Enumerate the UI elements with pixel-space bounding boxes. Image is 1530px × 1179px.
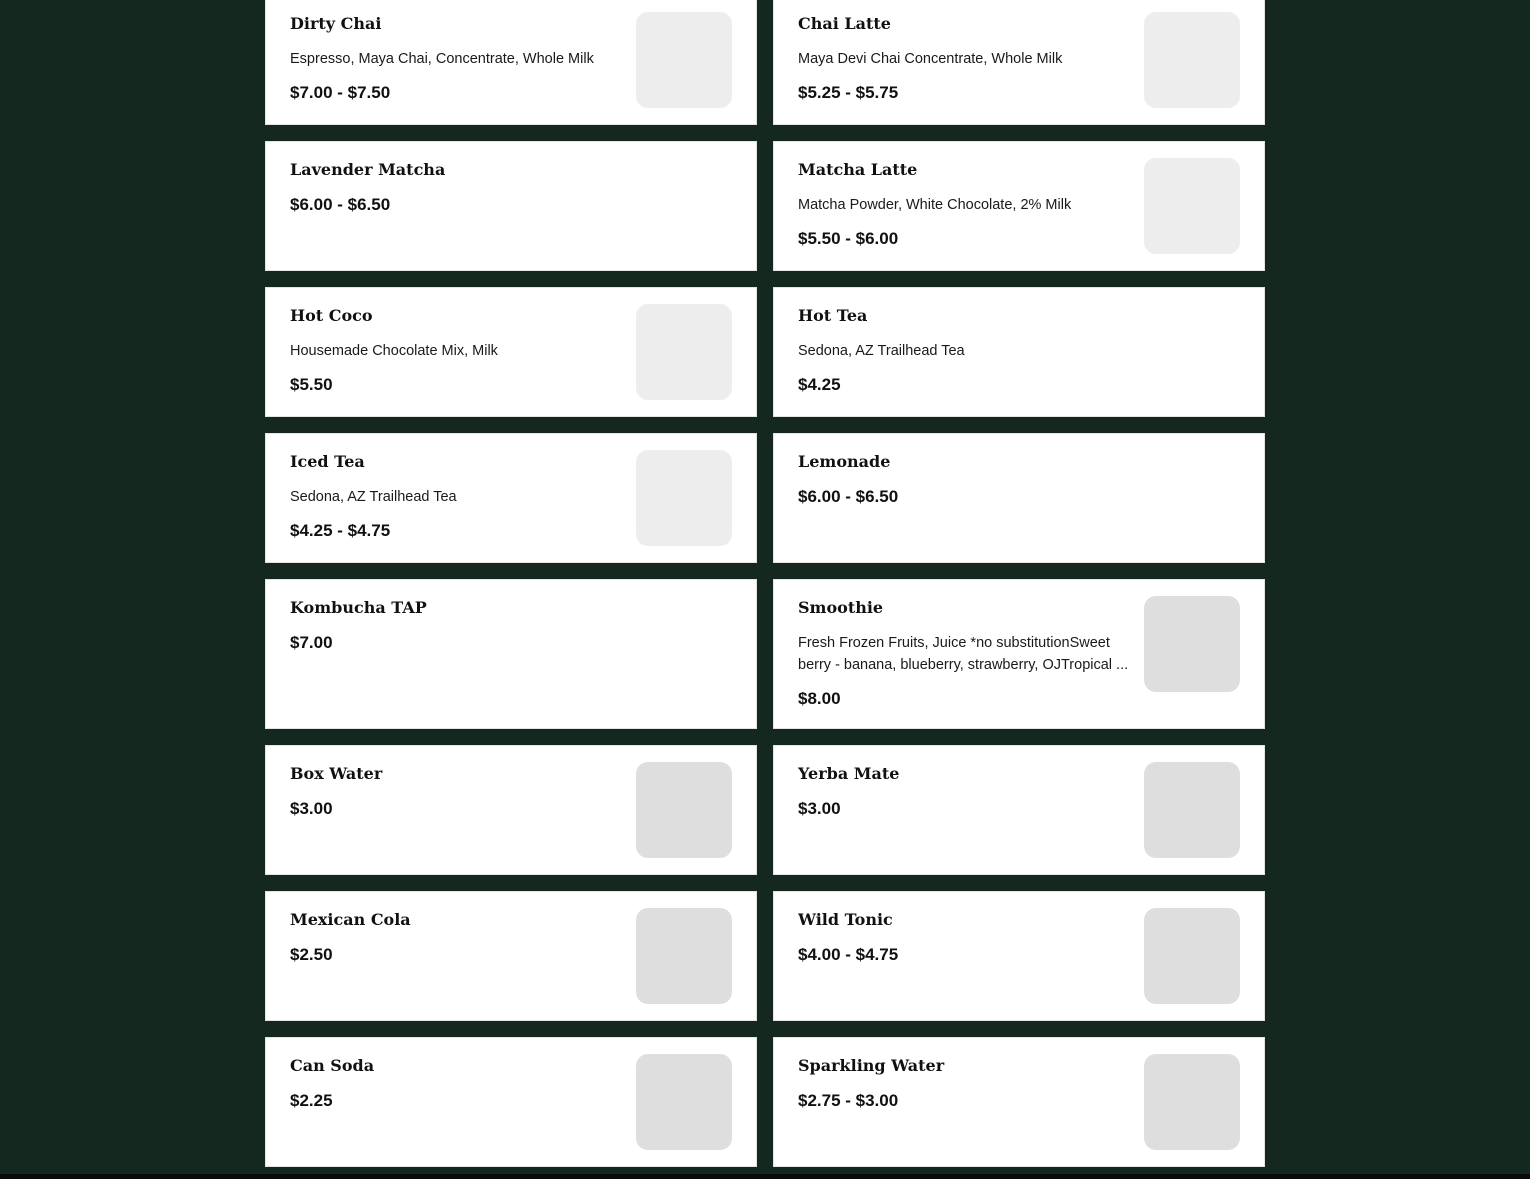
menu-item-info	[290, 452, 624, 542]
menu-item-card[interactable]	[773, 1037, 1265, 1167]
menu-item-info	[290, 764, 624, 820]
menu-item-name: Hot Coco	[290, 306, 373, 325]
menu-item-image-placeholder	[1144, 596, 1240, 692]
menu-item-card[interactable]	[773, 433, 1265, 563]
menu-item-info	[798, 14, 1132, 104]
menu-item-image-placeholder	[636, 304, 732, 400]
menu-item-name: Wild Tonic	[798, 910, 893, 929]
menu-item-name: Matcha Latte	[798, 160, 918, 179]
menu-item-info	[290, 1056, 624, 1112]
menu-item-name: Iced Tea	[290, 452, 365, 471]
menu-item-name: Kombucha TAP	[290, 598, 427, 617]
menu-item-price: $4.00 - $4.75	[798, 945, 899, 964]
menu-item-description: Matcha Powder, White Chocolate, 2% Milk	[798, 197, 1072, 213]
menu-item-image-placeholder	[636, 450, 732, 546]
menu-item-price: $2.75 - $3.00	[798, 1091, 899, 1110]
menu-item-price: $8.00	[798, 689, 841, 708]
menu-item-card[interactable]	[265, 891, 757, 1021]
menu-item-card[interactable]	[265, 1037, 757, 1167]
menu-item-name: Lemonade	[798, 452, 891, 471]
menu-item-price: $7.00	[290, 633, 333, 652]
menu-item-info	[798, 764, 1132, 820]
menu-item-card[interactable]	[773, 579, 1265, 729]
menu-item-description: Housemade Chocolate Mix, Milk	[290, 343, 498, 359]
menu-item-image-placeholder	[636, 12, 732, 108]
menu-item-card[interactable]	[773, 891, 1265, 1021]
menu-item-name: Box Water	[290, 764, 383, 783]
menu-item-card[interactable]	[773, 0, 1265, 125]
menu-item-info	[290, 14, 624, 104]
menu-item-image-placeholder	[636, 1054, 732, 1150]
menu-item-description: Sedona, AZ Trailhead Tea	[290, 489, 457, 505]
menu-item-card[interactable]	[265, 287, 757, 417]
menu-item-name: Lavender Matcha	[290, 160, 446, 179]
menu-item-image-placeholder	[1144, 762, 1240, 858]
menu-items-grid	[265, 0, 1265, 1167]
menu-item-info	[290, 910, 624, 966]
menu-item-price: $5.25 - $5.75	[798, 83, 899, 102]
menu-item-card[interactable]	[265, 579, 757, 729]
menu-item-description: Espresso, Maya Chai, Concentrate, Whole Milk	[290, 51, 594, 67]
menu-item-name: Sparkling Water	[798, 1056, 945, 1075]
menu-item-price: $5.50 - $6.00	[798, 229, 899, 248]
menu-item-description: Fresh Frozen Fruits, Juice *no substitutionSweet berry - banana, blueberry, strawberry, OJTropical ...	[798, 635, 1129, 673]
menu-item-name: Smoothie	[798, 598, 884, 617]
menu-item-description: Sedona, AZ Trailhead Tea	[798, 343, 965, 359]
menu-item-info	[798, 1056, 1132, 1112]
menu-item-price: $3.00	[798, 799, 841, 818]
menu-item-info	[290, 160, 732, 216]
menu-item-card[interactable]	[773, 745, 1265, 875]
menu-item-info	[798, 306, 1240, 396]
menu-item-name: Chai Latte	[798, 14, 891, 33]
menu-item-card[interactable]	[265, 141, 757, 271]
menu-item-image-placeholder	[1144, 1054, 1240, 1150]
menu-item-name: Mexican Cola	[290, 910, 411, 929]
menu-item-price: $7.00 - $7.50	[290, 83, 391, 102]
menu-item-price: $6.00 - $6.50	[798, 487, 899, 506]
menu-item-image-placeholder	[1144, 158, 1240, 254]
menu-item-info	[290, 306, 624, 396]
menu-item-card[interactable]	[773, 141, 1265, 271]
menu-item-card[interactable]	[773, 287, 1265, 417]
menu-item-price: $2.50	[290, 945, 333, 964]
menu-item-info	[290, 598, 732, 654]
menu-item-price: $4.25	[798, 375, 841, 394]
menu-item-name: Dirty Chai	[290, 14, 382, 33]
menu-item-image-placeholder	[636, 908, 732, 1004]
menu-item-info	[798, 598, 1132, 710]
menu-item-price: $4.25 - $4.75	[290, 521, 391, 540]
menu-item-info	[798, 910, 1132, 966]
menu-item-card[interactable]	[265, 433, 757, 563]
menu-item-image-placeholder	[1144, 12, 1240, 108]
menu-item-price: $2.25	[290, 1091, 333, 1110]
menu-item-image-placeholder	[1144, 908, 1240, 1004]
menu-item-card[interactable]	[265, 745, 757, 875]
menu-item-info	[798, 160, 1132, 250]
menu-item-name: Can Soda	[290, 1056, 375, 1075]
bottom-edge-bar	[0, 1174, 1530, 1179]
menu-item-name: Hot Tea	[798, 306, 868, 325]
menu-item-description: Maya Devi Chai Concentrate, Whole Milk	[798, 51, 1063, 67]
menu-item-name: Yerba Mate	[798, 764, 900, 783]
menu-item-info	[798, 452, 1240, 508]
menu-item-price: $5.50	[290, 375, 333, 394]
menu-item-price: $3.00	[290, 799, 333, 818]
menu-item-price: $6.00 - $6.50	[290, 195, 391, 214]
menu-item-image-placeholder	[636, 762, 732, 858]
menu-item-card[interactable]	[265, 0, 757, 125]
